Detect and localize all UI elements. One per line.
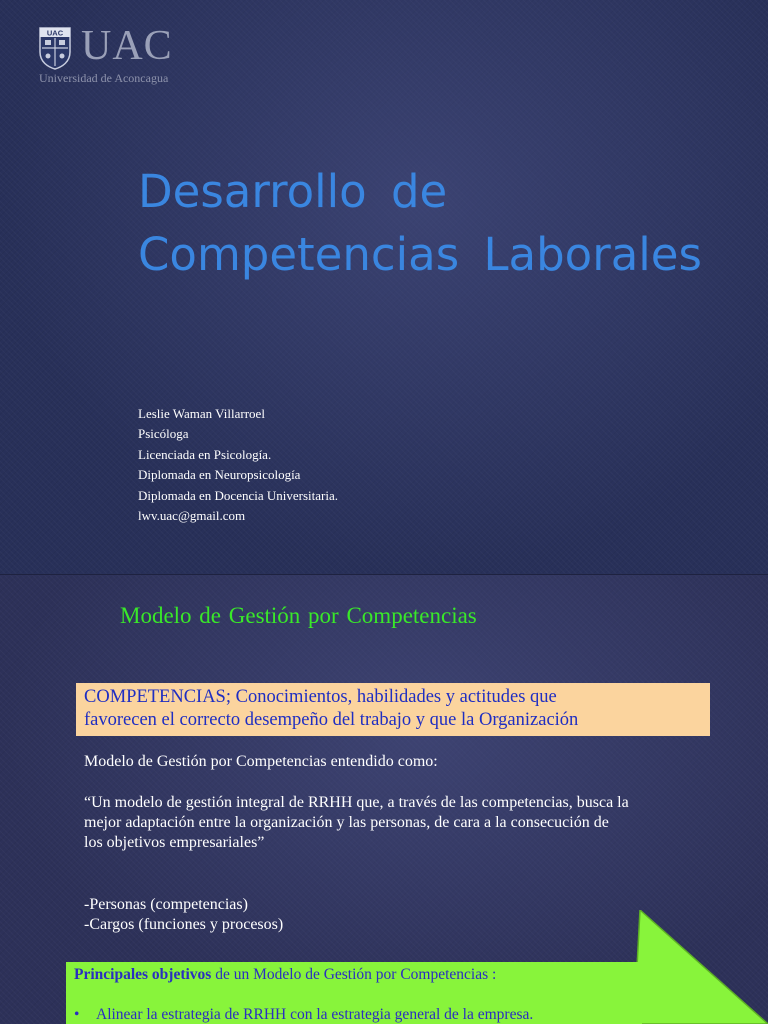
logo-name: UAC bbox=[81, 23, 173, 69]
objectives-item bbox=[74, 1005, 533, 1024]
objectives-heading-rest: de un Modelo de Gestión por Competencias : bbox=[211, 966, 497, 983]
objectives-box bbox=[66, 962, 642, 1024]
definition-line: COMPETENCIAS; Conocimientos, habilidades y actitudes que bbox=[84, 687, 557, 707]
university-crest-icon bbox=[38, 26, 72, 70]
quote-line: mejor adaptación entre la organización y las personas, de cara a la consecución de bbox=[84, 814, 609, 831]
author-degree: Licenciada en Psicología. bbox=[138, 446, 272, 462]
quote-line: los objetivos empresariales” bbox=[84, 834, 265, 851]
objectives-heading bbox=[74, 965, 634, 985]
list-item: -Cargos (funciones y procesos) bbox=[84, 916, 284, 933]
svg-text:UAC: UAC bbox=[46, 28, 64, 38]
list-item: -Personas (competencias) bbox=[84, 896, 248, 913]
author-name: Leslie Waman Villarroel bbox=[138, 406, 265, 421]
model-intro: Modelo de Gestión por Competencias entendido como: bbox=[84, 753, 438, 770]
objectives-heading-bold: Principales objetivos bbox=[74, 966, 212, 983]
author-info bbox=[138, 404, 338, 526]
definition-line: favorecen el correcto desempeño del trabajo y que la Organización bbox=[84, 710, 579, 730]
author-role: Psicóloga bbox=[138, 426, 189, 442]
presentation-title bbox=[138, 160, 758, 286]
title-line: Desarrollo de bbox=[138, 165, 448, 218]
definition-box bbox=[76, 683, 710, 736]
title-line: Competencias Laborales bbox=[138, 228, 702, 281]
slide-title: Modelo de Gestión por Competencias bbox=[120, 603, 477, 628]
author-email: lwv.uac@gmail.com bbox=[138, 508, 246, 524]
author-diploma: Diplomada en Docencia Universitaria. bbox=[138, 487, 338, 503]
objectives-item-text: Alinear la estrategia de RRHH con la estrategia general de la empresa. bbox=[96, 1006, 534, 1023]
author-diploma: Diplomada en Neuropsicología bbox=[138, 467, 301, 483]
content-slide bbox=[0, 575, 768, 1024]
quote-line: “Un modelo de gestión integral de RRHH que, a través de las competencias, busca la bbox=[84, 794, 629, 811]
bullet-icon: • bbox=[74, 1006, 80, 1023]
arrow-right-icon bbox=[634, 910, 768, 1024]
logo-subtitle: Universidad de Aconcagua bbox=[39, 71, 169, 85]
